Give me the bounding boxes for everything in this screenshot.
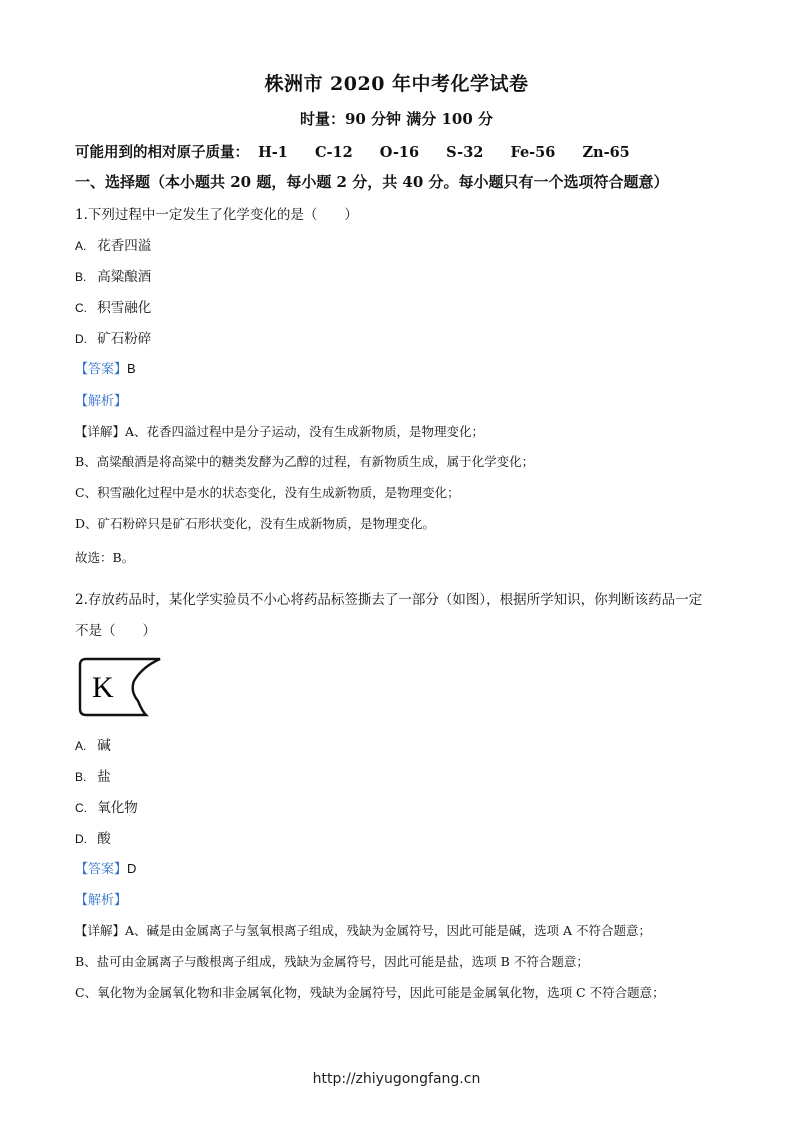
label-symbol: K — [92, 671, 114, 704]
q1-stem: 1.下列过程中一定发生了化学变化的是（ ） — [75, 207, 358, 223]
atomic-mass-item: C-12 — [314, 144, 353, 161]
option-text: 碱 — [97, 738, 111, 754]
torn-label-figure — [76, 657, 166, 721]
torn-label-drawing — [76, 657, 166, 721]
option-letter: D. — [75, 832, 87, 846]
q2-option-b — [75, 765, 111, 785]
option-letter: C. — [75, 801, 87, 815]
analysis-tag: 【解析】 — [75, 393, 128, 408]
footer-url[interactable]: http://zhiyugongfang.cn — [312, 1071, 481, 1087]
q1-detail-line: B、高粱酿酒是将高粱中的糖类发酵为乙醇的过程，有新物质生成，属于化学变化； — [75, 454, 535, 469]
q2-option-c — [75, 796, 138, 816]
q1-detail-line: C、积雪融化过程中是水的状态变化，没有生成新物质，是物理变化； — [75, 485, 460, 500]
page-title: 株洲市 2020 年中考化学试卷 — [264, 73, 529, 95]
option-letter: B. — [75, 770, 87, 784]
atomic-mass-item: S-32 — [446, 144, 484, 161]
q1-detail-line: 【详解】A、花香四溢过程中是分子运动，没有生成新物质，是物理变化； — [75, 424, 485, 439]
option-text: 高粱酿酒 — [97, 269, 152, 285]
q1-option-c — [75, 296, 151, 316]
atomic-masses-label: 可能用到的相对原子质量： — [75, 144, 249, 161]
option-letter: C. — [75, 301, 87, 315]
q2-stem-line1: 2.存放药品时，某化学实验员不小心将药品标签撕去了一部分（如图），根据所学知识，你判断该药品一定 — [75, 592, 703, 608]
option-text: 花香四溢 — [97, 238, 152, 254]
q2-answer — [75, 858, 136, 877]
q2-detail-line: 【详解】A、碱是由金属离子与氢氧根离子组成，残缺为金属符号，因此可能是碱，选项 A 不符合题意； — [75, 923, 652, 938]
answer-value: D — [127, 861, 137, 876]
atomic-mass-item: Zn-65 — [582, 144, 630, 161]
atomic-mass-item: O-16 — [379, 144, 420, 161]
q1-option-d — [75, 327, 151, 347]
answer-value: B — [127, 361, 136, 376]
q1-detail-line: D、矿石粉碎只是矿石形状变化，没有生成新物质，是物理变化。 — [75, 516, 436, 531]
q1-analysis — [75, 390, 127, 409]
option-text: 酸 — [97, 831, 111, 847]
section-heading: 一、选择题（本小题共 20 题，每小题 2 分，共 40 分。每小题只有一个选项符合题意） — [75, 173, 669, 191]
q2-detail-line: B、盐可由金属离子与酸根离子组成，残缺为金属符号，因此可能是盐，选项 B 不符合题意； — [75, 954, 589, 969]
q2-option-a — [75, 734, 111, 754]
q1-answer — [75, 358, 136, 377]
q1-option-a — [75, 234, 151, 254]
option-letter: D. — [75, 332, 87, 346]
answer-tag: 【答案】 — [75, 361, 128, 376]
analysis-tag: 【解析】 — [75, 892, 128, 907]
option-letter: B. — [75, 270, 87, 284]
atomic-mass-item: Fe-56 — [510, 144, 556, 161]
answer-tag: 【答案】 — [75, 861, 128, 876]
option-text: 氧化物 — [97, 800, 138, 816]
atomic-mass-item: H-1 — [258, 144, 288, 161]
q2-option-d — [75, 827, 111, 847]
atomic-masses — [75, 141, 652, 162]
option-text: 积雪融化 — [97, 300, 152, 316]
option-text: 盐 — [97, 769, 111, 785]
option-text: 矿石粉碎 — [97, 331, 152, 347]
q1-conclusion: 故选：B。 — [75, 550, 135, 565]
q1-option-b — [75, 265, 151, 285]
q2-analysis — [75, 889, 127, 908]
q2-stem-line2: 不是（ ） — [75, 623, 156, 639]
q2-detail-line: C、氧化物为金属氧化物和非金属氧化物，残缺为金属符号，因此可能是金属氧化物，选项 C 不符合题意； — [75, 985, 665, 1000]
page-subtitle: 时量：90 分钟 满分 100 分 — [299, 110, 494, 128]
option-letter: A. — [75, 739, 87, 753]
option-letter: A. — [75, 239, 87, 253]
